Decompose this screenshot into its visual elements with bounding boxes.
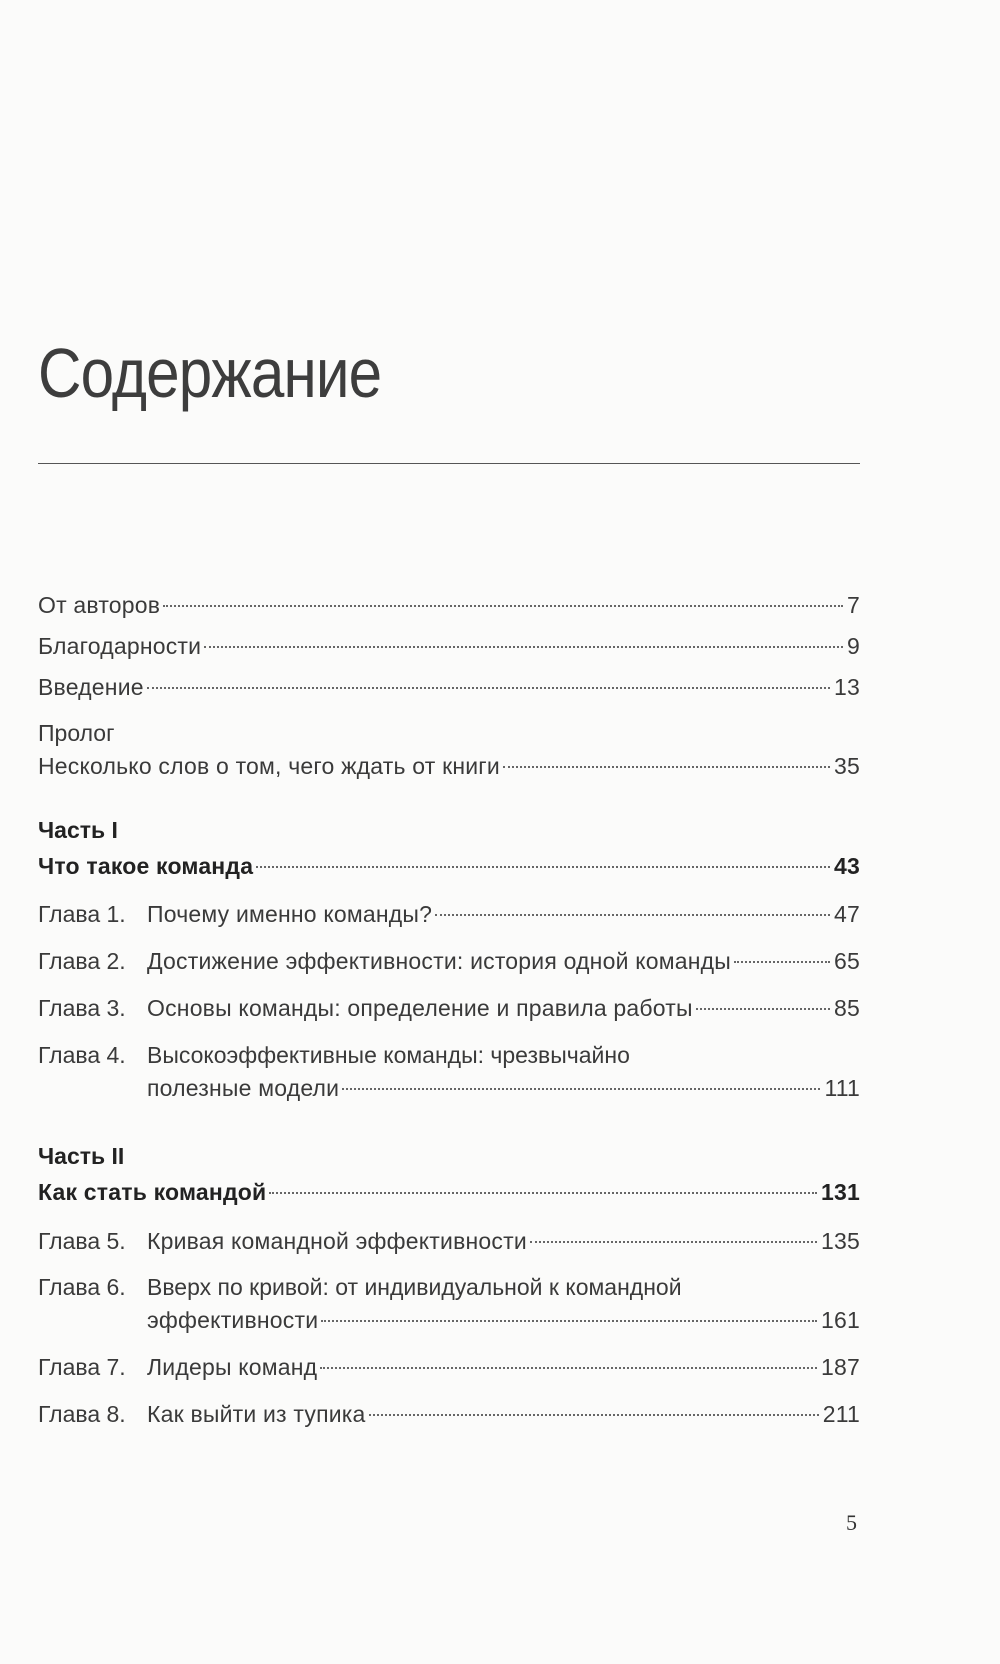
chapter-number: Глава 3. <box>38 995 126 1021</box>
toc-entry-label: Основы команды: определение и правила работы <box>147 995 693 1021</box>
toc-entry <box>147 946 860 976</box>
toc-entry-label: Кривая командной эффективности <box>147 1228 527 1254</box>
page-title: Содержание <box>38 334 382 412</box>
toc-entry-page: 161 <box>821 1307 860 1333</box>
dot-leader <box>342 1088 820 1090</box>
toc-entry-page: 47 <box>834 901 860 927</box>
dot-leader <box>321 1320 817 1322</box>
dot-leader <box>204 646 843 648</box>
toc-entry-label: полезные модели <box>147 1075 340 1101</box>
dot-leader <box>163 605 843 607</box>
toc-entry-page: 7 <box>847 592 860 618</box>
toc-entry-page: 131 <box>821 1179 860 1205</box>
toc-entry-label: Лидеры команд <box>147 1354 318 1380</box>
toc-entry <box>147 1226 860 1256</box>
toc-entry-page: 111 <box>824 1075 860 1101</box>
toc-entry-page: 187 <box>821 1354 860 1380</box>
toc-entry-label: Как выйти из тупика <box>147 1401 366 1427</box>
toc-entry <box>147 1073 860 1103</box>
toc-entry-label: Введение <box>38 674 144 700</box>
toc-entry-label: Несколько слов о том, чего ждать от книги <box>38 753 500 779</box>
dot-leader <box>734 961 830 963</box>
chapter-number: Глава 4. <box>38 1042 126 1068</box>
toc-entry-label: Как стать командой <box>38 1179 267 1205</box>
chapter-number: Глава 6. <box>38 1274 126 1300</box>
dot-leader <box>696 1008 830 1010</box>
prologue-heading: Пролог <box>38 720 115 746</box>
toc-entry-label: Достижение эффективности: история одной команды <box>147 948 731 974</box>
chapter-number: Глава 1. <box>38 901 126 927</box>
toc-entry <box>147 993 860 1023</box>
toc-entry-page: 211 <box>822 1401 860 1427</box>
dot-leader <box>269 1192 817 1194</box>
toc-entry-page: 43 <box>834 853 860 879</box>
chapter-title-line: Высокоэффективные команды: чрезвычайно <box>147 1042 630 1068</box>
dot-leader <box>435 914 830 916</box>
toc-entry-part-2[interactable] <box>38 1177 860 1207</box>
dot-leader <box>369 1414 819 1416</box>
toc-entry <box>147 1305 860 1335</box>
toc-entry-page: 13 <box>834 674 860 700</box>
toc-entry-page: 85 <box>834 995 860 1021</box>
toc-entry-label: эффективности <box>147 1307 319 1333</box>
toc-entry-page: 65 <box>834 948 860 974</box>
toc-entry <box>147 1399 860 1429</box>
toc-entry-label: Что такое команда <box>38 853 254 879</box>
chapter-number: Глава 7. <box>38 1354 126 1380</box>
dot-leader <box>320 1367 817 1369</box>
dot-leader <box>530 1241 817 1243</box>
chapter-number: Глава 5. <box>38 1228 126 1254</box>
chapter-number: Глава 2. <box>38 948 126 974</box>
toc-entry-page: 9 <box>847 633 860 659</box>
toc-entry-acknowledgements[interactable] <box>38 631 860 661</box>
part-heading: Часть II <box>38 1143 125 1169</box>
toc-entry <box>147 1352 860 1382</box>
dot-leader <box>147 687 830 689</box>
toc-entry-part-1[interactable] <box>38 851 860 881</box>
title-divider <box>38 463 860 464</box>
toc-entry-page: 135 <box>821 1228 860 1254</box>
dot-leader <box>256 866 830 868</box>
toc-entry-label: Почему именно команды? <box>147 901 433 927</box>
page-number: 5 <box>846 1510 857 1535</box>
chapter-number: Глава 8. <box>38 1401 126 1427</box>
toc-entry-label: Благодарности <box>38 633 202 659</box>
toc-entry-label: От авторов <box>38 592 161 618</box>
toc-entry-authors[interactable] <box>38 590 860 620</box>
toc-entry-page: 35 <box>834 753 860 779</box>
dot-leader <box>503 766 830 768</box>
toc-entry-prologue[interactable] <box>38 751 860 781</box>
toc-entry-introduction[interactable] <box>38 672 860 702</box>
part-heading: Часть I <box>38 817 118 843</box>
toc-entry <box>147 899 860 929</box>
chapter-title-line: Вверх по кривой: от индивидуальной к командной <box>147 1274 682 1300</box>
